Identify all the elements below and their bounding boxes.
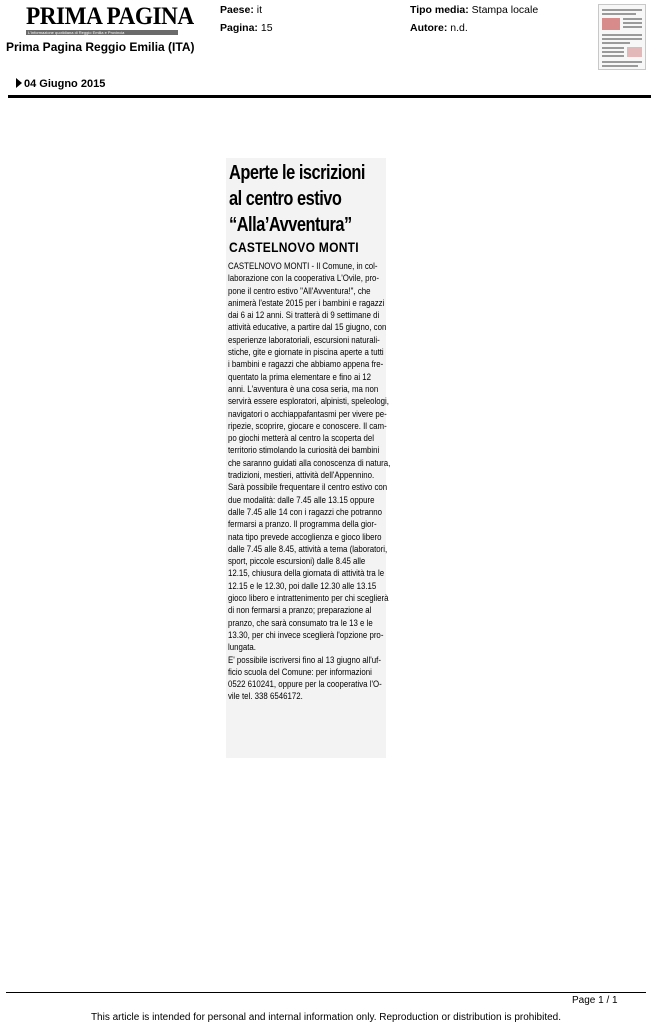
article-body-line: pone il centro estivo "All'Avventura!", che (228, 285, 371, 297)
article-body-line: esperienze laboratoriali, escursioni naturali- (228, 334, 380, 346)
article-body-line: anni. L'avventura è una cosa seria, ma non (228, 383, 379, 395)
meta-author-value: n.d. (450, 22, 468, 34)
clipping-header (0, 0, 652, 100)
article-body-line: fermarsi a pranzo. Il programma della gior- (228, 519, 377, 531)
article-body-line: stiche, gite e giornate in piscina aperte a tutti (228, 347, 384, 359)
article-body-line: territorio stimolando la curiosità dei bambini (228, 445, 380, 457)
publication-name: Prima Pagina Reggio Emilia (ITA) (6, 40, 195, 54)
logo-tagline: L'informazione quotidiana di Reggio Emilia e Provincia (28, 30, 125, 35)
article-body-line: dalle 7.45 alle 14 con i ragazzi che potranno (228, 506, 382, 518)
article-body-line: E' possibile iscriversi fino al 13 giugno all'uf- (228, 654, 381, 666)
meta-author (410, 22, 468, 34)
article-body-line: quentato la prima elementare e fino ai 12 (228, 371, 372, 383)
publication-logo (26, 3, 194, 36)
meta-author-label: Autore: (410, 22, 448, 34)
page-thumbnail[interactable] (598, 4, 646, 70)
article-body-line: lungata. (228, 642, 256, 654)
article-body-line: 12.15, chiusura della giornata di attività tra le (228, 568, 385, 580)
meta-page-value: 15 (260, 22, 273, 34)
article-body-line: laborazione con la cooperativa L'Ovile, pro- (228, 273, 380, 285)
article-body-line: pranzo, che sarà consumato tra le 13 e le (228, 617, 373, 629)
page-count: Page 1 / 1 (572, 995, 618, 1006)
article-title-line: al centro estivo (229, 188, 342, 210)
article-body-line: po giochi metterà al centro la scoperta del (228, 433, 375, 445)
article-title-line: Aperte le iscrizioni (229, 162, 365, 184)
article-body-line: Sarà possibile frequentare il centro estivo con (228, 482, 388, 494)
article-body-line: CASTELNOVO MONTI - Il Comune, in col- (228, 261, 378, 272)
meta-country-value: it (256, 4, 263, 16)
article-body-line: animerà l'estate 2015 per i bambini e ragazzi (228, 297, 385, 309)
article-body-line: attività educative, a partire dal 15 giugno, con (228, 322, 387, 334)
article-body-line: servirà essere esploratori, alpinisti, speleologi, (228, 396, 389, 408)
article-body-line: dai 6 ai 12 anni. Si tratterà di 9 settimane di (228, 310, 380, 322)
triangle-right-icon (16, 78, 22, 88)
article-body-line: ficio scuola del Comune: per informazioni (228, 666, 372, 678)
meta-media-value: Stampa locale (471, 4, 539, 16)
meta-country-label: Paese: (220, 4, 254, 16)
article-body-line: che saranno guidati alla conoscenza di natura, (228, 457, 391, 469)
meta-page-label: Pagina: (220, 22, 258, 34)
article-body-line: tradizioni, mestieri, attività dell'Appennino. (228, 470, 375, 482)
logo-text: PRIMA PAGINA (26, 3, 194, 30)
article-body-line: 13.30, per chi invece sceglierà l'opzione pro- (228, 629, 384, 641)
footer-disclaimer: This article is intended for personal and internal information only. Reproduction or distribution is prohibited. (90, 1012, 562, 1023)
article-kicker: CASTELNOVO MONTI (229, 239, 359, 255)
article-body-line: 0522 610241, oppure per la cooperativa l'O- (228, 679, 382, 691)
article-body-line: nata tipo prevede accoglienza e gioco libero (228, 531, 382, 543)
article-body-line: dalle 7.45 alle 8.45, attività a tema (laboratori, (228, 543, 388, 555)
meta-media-label: Tipo media: (410, 4, 469, 16)
article-body-line: due modalità: dalle 7.45 alle 13.15 oppure (228, 494, 375, 506)
article-clipping (226, 158, 391, 758)
date-text: 04 Giugno 2015 (24, 78, 106, 90)
article-body (228, 261, 391, 704)
meta-country (220, 4, 262, 16)
article-title (229, 160, 365, 238)
meta-page (220, 22, 273, 34)
article-body-line: navigatori o acchiappafantasmi per vivere pe- (228, 408, 387, 420)
clipping-date (16, 78, 105, 90)
article-body-line: sport, piccole escursioni) dalle 8.45 alle (228, 556, 366, 568)
footer-divider (6, 992, 646, 993)
article-body-line: vile tel. 338 6546172. (228, 691, 303, 703)
header-divider (8, 95, 651, 98)
article-body-line: 12.15 e le 12.30, poi dalle 12.30 alle 13.15 (228, 580, 377, 592)
article-body-line: di non fermarsi a pranzo; preparazione al (228, 605, 372, 617)
meta-media-type (410, 4, 538, 16)
article-title-line: “Alla’Avventura” (229, 214, 352, 236)
article-body-line: gioco libero e intrattenimento per chi sceglierà (228, 593, 389, 605)
article-body-line: i bambini e ragazzi che abbiamo appena fre- (228, 359, 384, 371)
article-body-line: ripezie, scoprire, giocare e conoscere. Il cam- (228, 420, 387, 432)
